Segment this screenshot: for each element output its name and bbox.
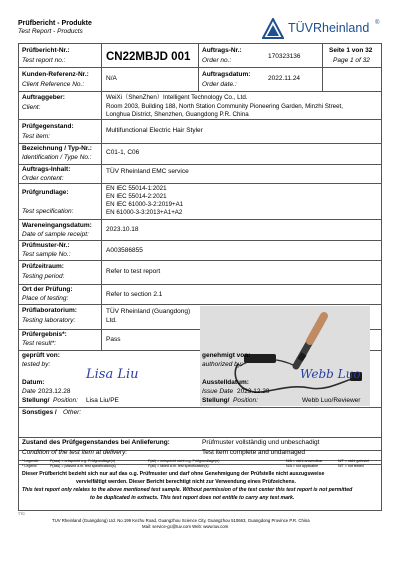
order-no-value: 170323136	[268, 53, 301, 60]
page-number-de: Seite 1 von 32	[329, 47, 373, 54]
standard-4: EN 61000-3-3:2013+A1+A2	[106, 209, 183, 216]
legend-na-en: N/A = not applicable	[286, 463, 319, 468]
laboratory-line2: Ltd.	[106, 317, 117, 324]
result-value: Pass	[106, 336, 121, 343]
tested-by-label-de: geprüft von:	[22, 352, 60, 359]
others-label-de: Sonstiges /	[22, 409, 57, 416]
client-ref-value: N/A	[106, 75, 117, 82]
place-label-de: Ort der Prüfung:	[22, 286, 73, 293]
laboratory-line1: TÜV Rheinland (Guangdong)	[106, 308, 191, 315]
order-date-label-de: Auftragsdatum:	[202, 71, 251, 78]
place-value: Refer to section 2.1	[106, 291, 163, 298]
footer-contact: Mail: service-gc@tuv.com Web: www.tuv.com	[142, 524, 229, 529]
specification-label-de: Prüfgrundlage:	[22, 189, 69, 196]
tuv-logo	[262, 18, 386, 40]
order-no-label-de: Auftrags-Nr.:	[202, 47, 242, 54]
authorized-signature: Webb Luo	[300, 367, 361, 381]
legend-nt-de: N/T = nicht getestet	[338, 459, 370, 463]
sample-label-en: Test sample No.:	[22, 251, 71, 258]
issue-date-label-de: Ausstelldatum:	[202, 379, 249, 386]
authorized-position-label-en: Position:	[233, 397, 258, 404]
test-item-value: Multifunctional Electric Hair Styler	[106, 127, 203, 134]
sample-label-de: Prüfmuster-Nr.:	[22, 242, 70, 249]
legend-fail-en: F(ail) = failed a.m. test specification(s)	[148, 463, 209, 468]
identification-label-de: Bezeichnung / Typ-Nr.:	[22, 145, 92, 152]
report-no-label-en: Test report no.:	[22, 57, 66, 64]
client-ref-label-en: Client Reference No.:	[22, 81, 85, 88]
tested-date-value: 2023.12.28	[38, 388, 71, 395]
legend-na-de: N/A = nicht anwendbar	[286, 459, 323, 463]
tested-position-label-en: Position:	[53, 397, 78, 404]
receipt-value: 2023.10.18	[106, 226, 139, 233]
tested-by-label-en: tested by:	[22, 361, 51, 368]
result-label-en: Test result*:	[22, 340, 57, 347]
disclaimer-de-line1: Dieser Prüfbericht bezieht sich nur auf das o.g. Prüfmuster und darf ohne Genehmigung der Prüfstelle nicht auszugsweise	[22, 471, 325, 477]
order-content-label-de: Auftrags-Inhalt:	[22, 166, 71, 173]
receipt-label-de: Wareneingangsdatum:	[22, 222, 92, 229]
condition-label-de: Zustand des Prüfgegenstandes bei Anlieferung:	[22, 439, 170, 446]
result-label-de: Prüfergebnis*:	[22, 331, 67, 338]
authorized-position-value: Webb Luo/Reviewer	[302, 397, 361, 404]
issue-date-label-en: Issue Date	[202, 388, 234, 395]
standard-1: EN IEC 55014-1:2021	[106, 185, 167, 192]
tested-position-value: Lisa Liu/PE	[86, 397, 119, 404]
footer-address: TUV Rheinland (Guangdong) Ltd. No.199 Kezhu Road, Guangzhou Science City, Guangzhou 510663, Guangdong Province P.R. China	[52, 518, 310, 523]
order-content-value: TÜV Rheinland EMC service	[106, 168, 189, 175]
test-item-label-de: Prüfgegenstand:	[22, 123, 74, 130]
tested-date-label-en: Date	[22, 388, 36, 395]
test-item-label-en: Test item:	[22, 133, 50, 140]
standard-3: EN IEC 61000-3-2:2019+A1	[106, 201, 184, 208]
report-no-value: CN22MBJD 001	[106, 51, 191, 63]
legend-label-de: * Legende:	[22, 459, 40, 463]
condition-value-de: Prüfmuster vollständig und unbeschadigt	[202, 439, 320, 446]
order-content-label-en: Order content:	[22, 175, 64, 182]
client-label-en: Client:	[22, 104, 41, 111]
client-line2: Room 2003, Building 188, North Station Community Pioneering Garden, Minzhi Street,	[106, 103, 343, 110]
page-number-en: Page 1 of 32	[333, 57, 370, 64]
tuv-triangle-icon	[262, 18, 284, 40]
order-date-label-en: Order date.:	[202, 81, 237, 88]
condition-label-en: Condition of the test item at delivery:	[22, 449, 128, 456]
tested-position-label-de: Stellung/	[22, 397, 50, 404]
client-label-de: Auftraggeber:	[22, 94, 65, 101]
specification-label-en: Test specification:	[22, 208, 74, 215]
tested-date-label-de: Datum:	[22, 379, 45, 386]
logo-registered: ®	[375, 20, 380, 26]
identification-value: C01-1, C06	[106, 149, 140, 156]
disclaimer-en-line1: This test report only relates to the above mentioned test sample. Without permission of the test center this test report is not permitted	[22, 487, 353, 493]
header-title-de: Prüfbericht - Produkte	[18, 20, 92, 27]
tested-signature: Lisa Liu	[86, 367, 139, 382]
legend-pass-en: P(ass) = passed a.m. test specification(s)	[50, 463, 116, 468]
disclaimer-de-line2: vervielfältigt werden. Dieser Bericht berechtigt nicht zur Verwendung eines Prüfzeichens.	[76, 479, 296, 485]
client-ref-label-de: Kunden-Referenz-Nr.:	[22, 71, 89, 78]
authorized-by-label-en: authorized by:	[202, 361, 243, 368]
period-value: Refer to test report	[106, 268, 161, 275]
authorized-by-label-de: genehmigt von:	[202, 352, 251, 359]
issue-date-value: 2023.12.29	[237, 388, 270, 395]
condition-value-en: Test item complete and undamaged	[202, 449, 305, 456]
legend-label-en: * Legend:	[22, 463, 38, 468]
period-label-de: Prüfzeitraum:	[22, 263, 64, 270]
logo-text: TÜVRheinland	[288, 21, 370, 35]
place-label-en: Place of testing:	[22, 295, 69, 302]
laboratory-label-de: Prüflaboratorium:	[22, 307, 77, 314]
legend-pass-de: P(ass) = entspricht o.g. Prüfgrundlage(n)	[50, 459, 116, 463]
legend-fail-de: F(ail) = entspricht nicht o.g. Prüfgrundlage(n)	[148, 459, 220, 463]
period-label-en: Testing period:	[22, 273, 65, 280]
footer-code: TTC	[18, 512, 25, 516]
client-line1: WeiXi（ShenZhen）Intelligent Technology Co., Ltd.	[106, 94, 248, 101]
client-line3: Longhua District, Shenzhen, Guangdong P.R. China	[106, 111, 249, 118]
order-no-label-en: Order no.:	[202, 57, 232, 64]
disclaimer-en-line2: to be duplicated in extracts. This test report does not entitle to carry any test mark.	[90, 495, 295, 501]
laboratory-label-en: Testing laboratory:	[22, 317, 76, 324]
report-no-label-de: Prüfbericht-Nr.:	[22, 47, 70, 54]
header-title-en: Test Report - Products	[18, 28, 83, 35]
legend-nt-en: N/T = not tested	[338, 463, 364, 468]
receipt-label-en: Date of sample receipt:	[22, 231, 89, 238]
standard-2: EN IEC 55014-2:2021	[106, 193, 167, 200]
authorized-position-label-de: Stellung/	[202, 397, 230, 404]
sample-value: A003586855	[106, 247, 143, 254]
identification-label-en: Identification / Type No.:	[22, 154, 92, 161]
others-label-en: Other:	[63, 409, 82, 416]
order-date-value: 2022.11.24	[268, 75, 301, 82]
